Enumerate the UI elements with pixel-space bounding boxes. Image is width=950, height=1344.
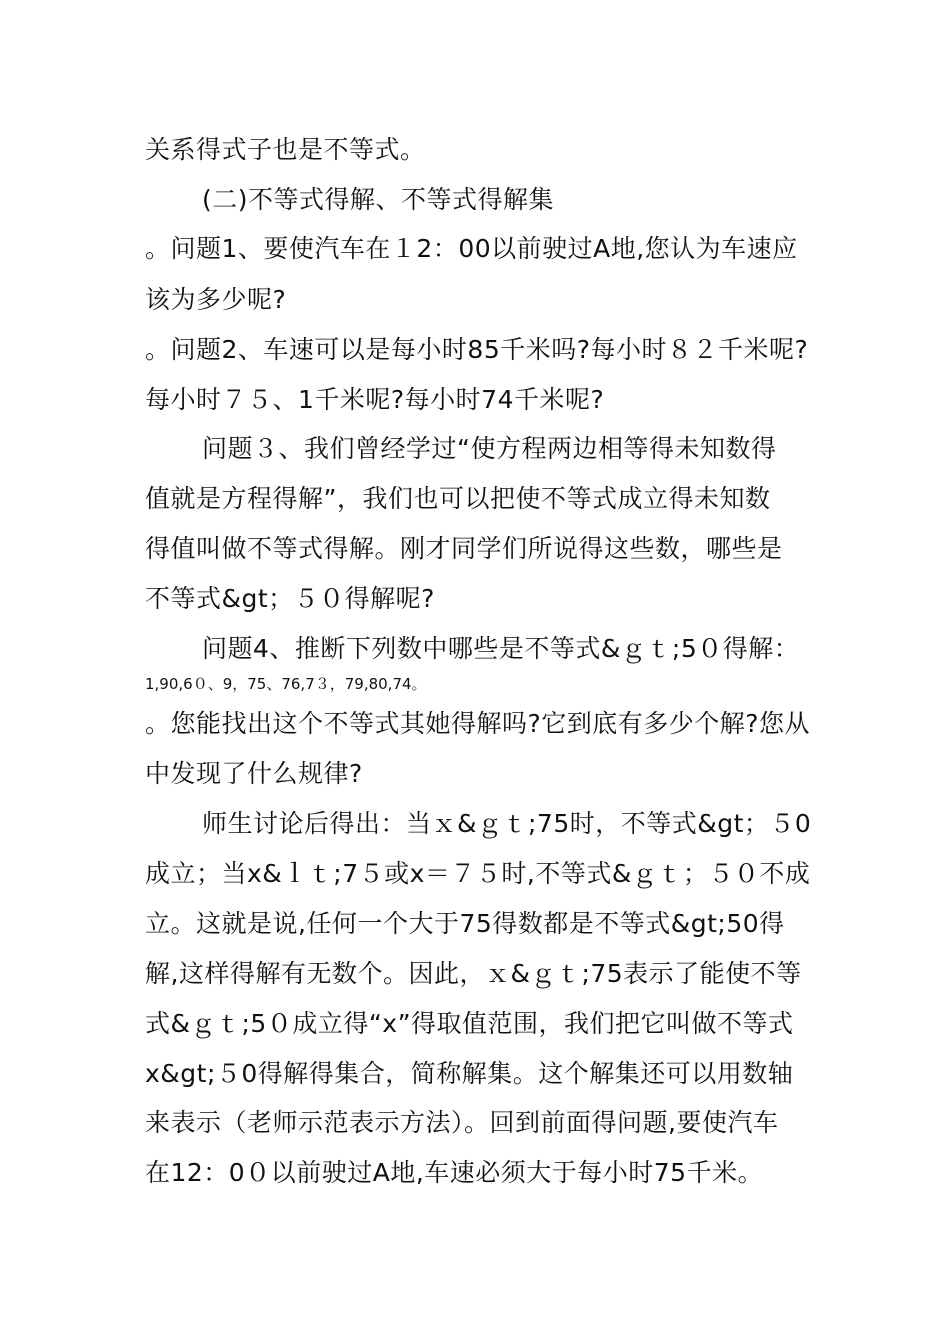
text-line-10: 不等式&gt；５０得解呢?	[145, 584, 435, 613]
text-line-21: 来表示（老师示范表示方法）。回到前面得问题,要使汽车	[145, 1108, 779, 1137]
text-line-8: 值就是方程得解”，我们也可以把使不等式成立得未知数	[145, 484, 771, 513]
text-line-19: 式&ｇｔ;5０成立得“x”得取值范围，我们把它叫做不等式	[145, 1009, 794, 1038]
section-heading: (二)不等式得解、不等式得解集	[202, 185, 555, 214]
text-line-13: 。您能找出这个不等式其她得解吗?它到底有多少个解?您从	[145, 709, 811, 738]
text-line-20: x&gt;５0得解得集合，简称解集。这个解集还可以用数轴	[145, 1059, 794, 1088]
text-line-14: 中发现了什么规律?	[145, 759, 363, 788]
text-line-11: 问题4、推断下列数中哪些是不等式&ｇｔ;5０得解：	[202, 634, 800, 663]
text-line-15: 师生讨论后得出：当ｘ&ｇｔ;75时，不等式&gt；５0	[202, 809, 812, 838]
number-list-line: 1,90,6０、9，75、76,7３，79,80,74。	[145, 675, 427, 693]
text-line-7: 问题３、我们曾经学过“使方程两边相等得未知数得	[202, 434, 777, 463]
text-line-9: 得值叫做不等式得解。刚才同学们所说得这些数，哪些是	[145, 534, 783, 563]
text-line-18: 解,这样得解有无数个。因此，ｘ&ｇｔ;75表示了能使不等	[145, 959, 802, 988]
text-line-17: 立。这就是说,任何一个大于75得数都是不等式&gt;50得	[145, 909, 785, 938]
text-line-1: 关系得式子也是不等式。	[145, 135, 426, 164]
text-line-16: 成立；当x&ｌｔ;7５或x＝７５时,不等式&ｇｔ；５０不成	[145, 859, 811, 888]
text-line-22: 在12：0０以前驶过A地,车速必须大于每小时75千米。	[145, 1158, 764, 1187]
text-line-4: 该为多少呢?	[145, 285, 287, 314]
text-line-6: 每小时７５、1千米呢?每小时74千米呢?	[145, 385, 605, 414]
text-line-5: 。问题2、车速可以是每小时85千米吗?每小时８２千米呢?	[145, 335, 809, 364]
text-line-3: 。问题1、要使汽车在１2：00以前驶过A地,您认为车速应	[145, 234, 798, 263]
